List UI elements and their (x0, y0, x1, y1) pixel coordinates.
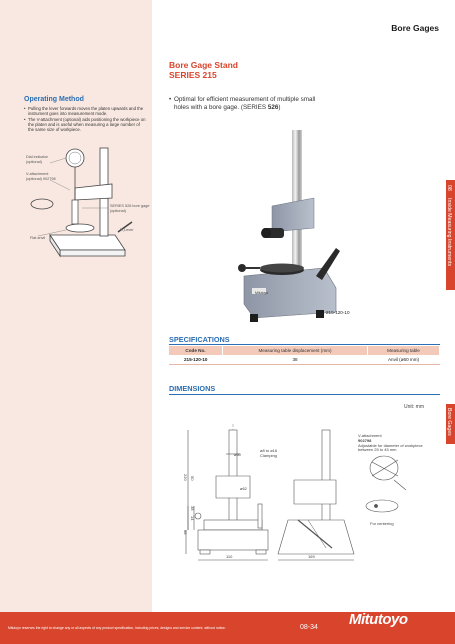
dimensions-rule (169, 394, 440, 395)
dim-h68: 68 (182, 530, 188, 535)
operating-method-heading: Operating Method (24, 96, 84, 103)
product-photo (232, 128, 352, 326)
table-header-row (169, 346, 440, 355)
feature-list (169, 96, 319, 112)
specifications-rule (169, 344, 440, 345)
dim-h38: 38 (189, 506, 195, 511)
product-title (169, 60, 238, 80)
col-measuring-table: Measuring table (368, 346, 440, 355)
dim-h220: 220 (182, 474, 188, 481)
dim-d60: ø60 (234, 452, 241, 457)
label-flat-anvil: Flat anvil (30, 236, 46, 240)
cell-displacement: 38 (222, 355, 367, 365)
product-title-line1: Bore Gage Stand (169, 60, 238, 70)
header-title: Bore Gages (391, 23, 439, 33)
photo-brand-plate: Mitutoyo (255, 291, 269, 295)
label-lever: Lever (124, 228, 134, 232)
specifications-heading: SPECIFICATIONS (169, 335, 230, 344)
list-item: • Pulling the lever forwards moves the platen upwards and the instrument goes into measurement mode. (24, 106, 146, 117)
dim-h14: 14 (189, 516, 195, 521)
dim-h50: 50 (189, 476, 195, 481)
product-series: SERIES 215 (169, 70, 217, 80)
feature-item: • Optimal for efficient measurement of multiple small holes with a bore gage. (SERIES 526) (169, 96, 319, 112)
side-page-code: 08 (446, 185, 452, 191)
dim-w169: 169 (308, 554, 315, 559)
for-centering-label: For centering (370, 521, 394, 526)
label-v-attachment: V-attachment (optional) 902798 (26, 172, 56, 181)
footer-disclaimer: Mitutoyo reserves the right to change any or all aspects of any product specification, including prices, designs and service content, without notice. (8, 626, 226, 630)
specifications-table (169, 346, 440, 365)
v-attachment-note: V-attachment 902798 Adjustable for diameter of workpiece between 25 to 45 mm (358, 433, 423, 453)
dim-d62: ø62 (240, 486, 247, 491)
col-code-no: Code No. (169, 346, 222, 355)
label-dial-indicator: Dial indicator (optional) (26, 155, 48, 164)
brand-logo: Mitutoyo (349, 611, 408, 628)
side-subsection-label: Bore Gages (446, 408, 452, 436)
dim-w110: 110 (226, 554, 233, 559)
side-section-label: Inside Measuring Instruments (446, 198, 452, 267)
dimensions-heading: DIMENSIONS (169, 384, 216, 393)
header-bar (152, 0, 455, 52)
table-row (169, 355, 440, 365)
unit-label: Unit: mm (404, 404, 424, 410)
cell-code: 215-120-10 (169, 355, 222, 365)
page-number: 08-34 (300, 624, 318, 631)
cell-measuring-table: Anvil (ø60 mm) (368, 355, 440, 365)
label-bore-gage: SERIES 526 bore gage (optional) (110, 204, 150, 213)
dim-clamping-range: ø8 to ø16 Clamping (260, 448, 278, 458)
photo-model-caption: 215-120-10 (326, 310, 350, 315)
list-item: • The V-attachment (optional) aids positioning the workpiece on the platen and is useful when measuring a large number of the same size of workpiece. (24, 117, 146, 133)
col-displacement: Measuring table displacement (mm) (222, 346, 367, 355)
operating-method-list (24, 106, 146, 132)
